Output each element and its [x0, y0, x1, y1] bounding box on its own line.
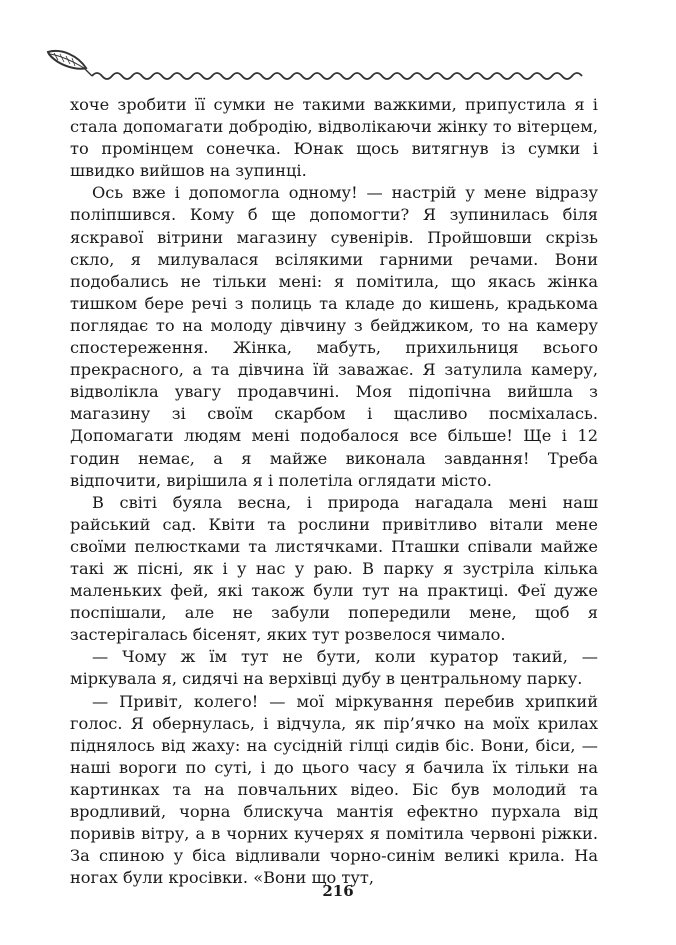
- paragraph: В світі буяла весна, і природа нагадала мені наш райський сад. Квіти та рослини привітливо вітали мене своїми пелюстками та листячками. Пташки співали майже такі ж пісні, як і у нас у раю. В парку я зустріла кілька маленьких фей, які також були тут на практиці. Феї дуже поспішали, але не забули попередили мене, щоб я застерігалась бісенят, яких тут розвелося чимало.: [70, 492, 598, 645]
- paragraph: — Чому ж їм тут не бути, коли куратор такий, — міркувала я, сидячі на верхівці дубу в центральному парку.: [70, 647, 598, 689]
- feather-wave-ornament-icon: [40, 42, 600, 86]
- paragraph: хоче зробити її сумки не такими важкими, припустила я і стала допомагати добродію, відволікаючи жінку то вітерцем, то промінцем сонечка. Юнак щось витягнув із сумки і швидко вийшов на зупинці.: [70, 95, 598, 181]
- page-number: 216: [322, 882, 354, 900]
- body-text: [70, 94, 598, 889]
- paragraph: Ось вже і допомогла одному! — настрій у мене відразу поліпшився. Кому б ще допомогти? Я зупинилась біля яскравої вітрини магазину сувенірів. Пройшовши скрізь скло, я милувалася всілякими гарними речами. Вони подобались не тільки мені: я помітила, що якась жінка тишком бере речі з полиць та кладе до кишень, крадькома поглядає то на молоду дівчину з бейджиком, то на камеру спостереження. Жінка, мабуть, прихильниця всього прекрасного, а та дівчина їй заважає. Я затулила камеру, відволікла увагу продавчині. Моя підопічна вийшла з магазину зі своїм скарбом і щасливо посміхалась. Допомагати людям мені подобалося все більше! Ще і 12 годин немає, а я майже виконала завдання! Треба відпочити, вирішила я і полетіла оглядати місто.: [70, 183, 598, 490]
- paragraph: — Привіт, колего! — мої міркування перебив хрипкий голос. Я обернулась, і відчула, як пір’ячко на моїх крилах піднялось від жаху: на сусідній гілці сидів біс. Вони, біси, — наші вороги по суті, і до цього часу я бачила їх тільки на картинках та на повчальних відео. Біс був молодий та вродливий, чорна блискуча мантія ефектно пурхала від поривів вітру, а в чорних кучерях я помітила червоні ріжки. За спиною у біса відливали чорно-синім великі крила. На ногах були кросівки. «Вони що тут,: [70, 691, 598, 888]
